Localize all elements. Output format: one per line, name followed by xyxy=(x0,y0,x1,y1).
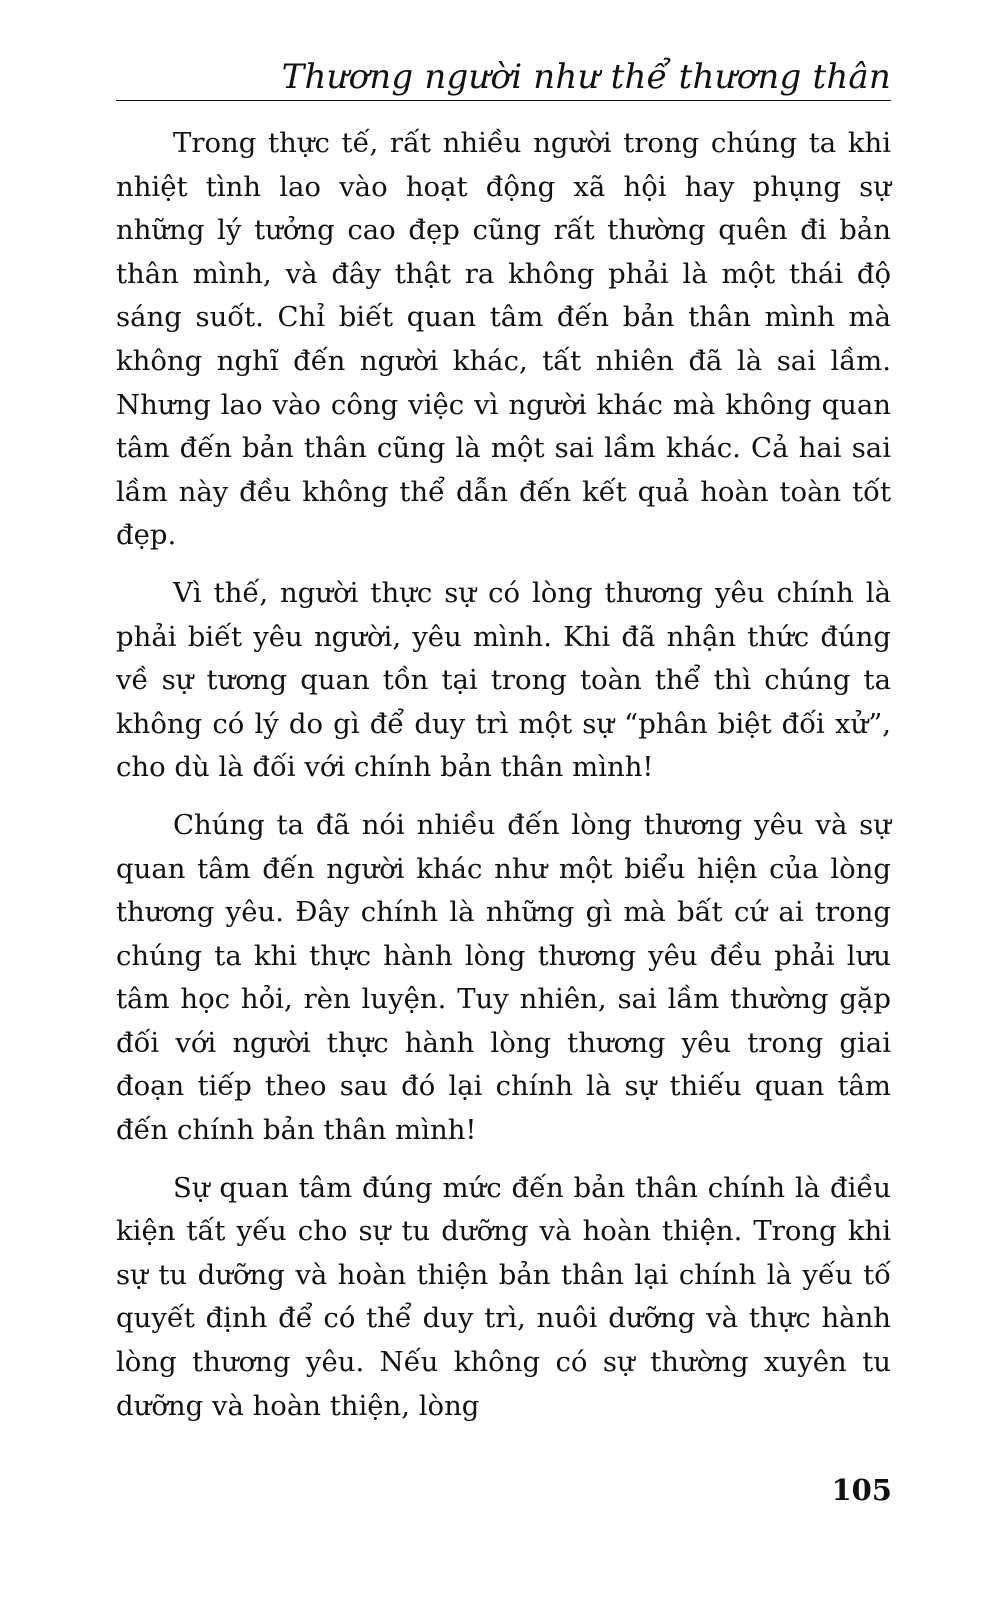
paragraph-2: Vì thế, người thực sự có lòng thương yêu chính là phải biết yêu người, yêu mình. Khi đã nhận thức đúng về sự tương quan tồn tại trong toàn thể thì chúng ta không có lý do gì để duy trì một sự “phân biệt đối xử”, cho dù là đối với chính bản thân mình! xyxy=(116,576,891,784)
running-title: Thương người như thể thương thân xyxy=(281,57,891,97)
paragraph-4: Sự quan tâm đúng mức đến bản thân chính là điều kiện tất yếu cho sự tu dưỡng và hoàn thiện. Trong khi sự tu dưỡng và hoàn thiện bản thân lại chính là yếu tố quyết định để có thể duy trì, nuôi dưỡng và thực hành lòng thương yêu. Nếu không có sự thường xuyên tu dưỡng và hoàn thiện, lòng xyxy=(116,1171,891,1422)
body-text xyxy=(116,122,891,1428)
paragraph-1: Trong thực tế, rất nhiều người trong chúng ta khi nhiệt tình lao vào hoạt động xã hội hay phụng sự những lý tưởng cao đẹp cũng rất thường quên đi bản thân mình, và đây thật ra không phải là một thái độ sáng suốt. Chỉ biết quan tâm đến bản thân mình mà không nghĩ đến người khác, tất nhiên đã là sai lầm. Nhưng lao vào công việc vì người khác mà không quan tâm đến bản thân cũng là một sai lầm khác. Cả hai sai lầm này đều không thể dẫn đến kết quả hoàn toàn tốt đẹp. xyxy=(116,127,891,552)
page-number: 105 xyxy=(831,1473,892,1507)
running-header xyxy=(116,52,891,101)
paragraph-3: Chúng ta đã nói nhiều đến lòng thương yêu và sự quan tâm đến người khác như một biểu hiện của lòng thương yêu. Đây chính là những gì mà bất cứ ai trong chúng ta khi thực hành lòng thương yêu đều phải lưu tâm học hỏi, rèn luyện. Tuy nhiên, sai lầm thường gặp đối với người thực hành lòng thương yêu trong giai đoạn tiếp theo sau đó lại chính là sự thiếu quan tâm đến chính bản thân mình! xyxy=(116,808,891,1147)
